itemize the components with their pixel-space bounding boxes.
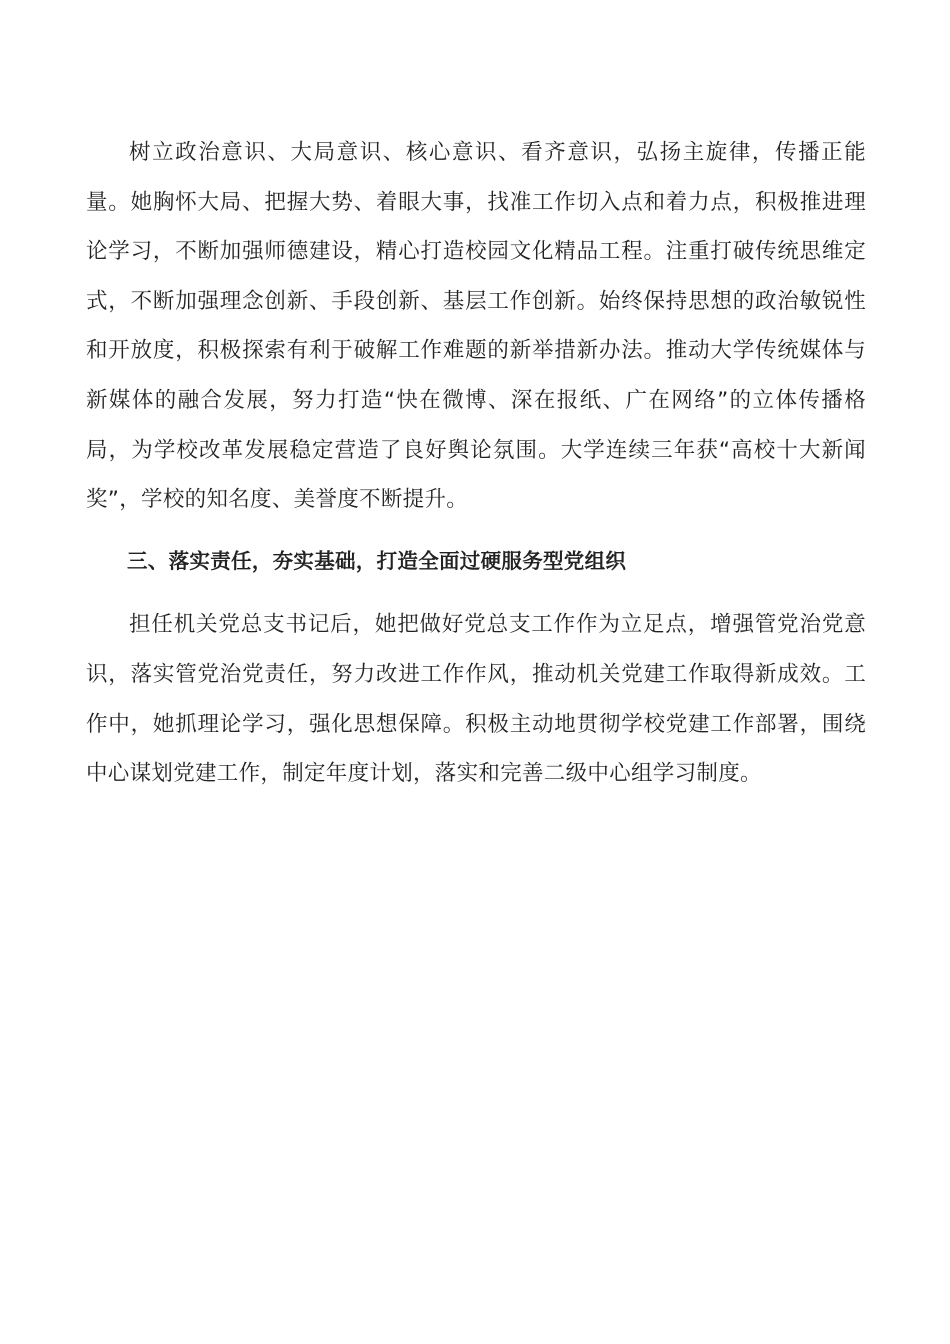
document-body <box>86 128 866 799</box>
body-paragraph-1: 树立政治意识、大局意识、核心意识、看齐意识，弘扬主旋律，传播正能量。她胸怀大局、把握大势、着眼大事，找准工作切入点和着力点，积极推进理论学习，不断加强师德建设，精心打造校园文化精品工程。注重打破传统思维定式，不断加强理念创新、手段创新、基层工作创新。始终保持思想的政治敏锐性和开放度，积极探索有利于破解工作难题的新举措新办法。推动大学传统媒体与新媒体的融合发展，努力打造“快在微博、深在报纸、广在网络”的立体传播格局，为学校改革发展稳定营造了良好舆论氛围。大学连续三年获“高校十大新闻奖”，学校的知名度、美誉度不断提升。 <box>86 140 866 513</box>
section-heading-3: 三、落实责任，夯实基础，打造全面过硬服务型党组织 <box>127 548 627 573</box>
body-paragraph-2: 担任机关党总支书记后，她把做好党总支工作作为立足点，增强管党治党意识，落实管党治党责任，努力改进工作作风，推动机关党建工作取得新成效。工作中，她抓理论学习，强化思想保障。积极主动地贯彻学校党建工作部署，围绕中心谋划党建工作，制定年度计划，落实和完善二级中心组学习制度。 <box>86 612 866 787</box>
